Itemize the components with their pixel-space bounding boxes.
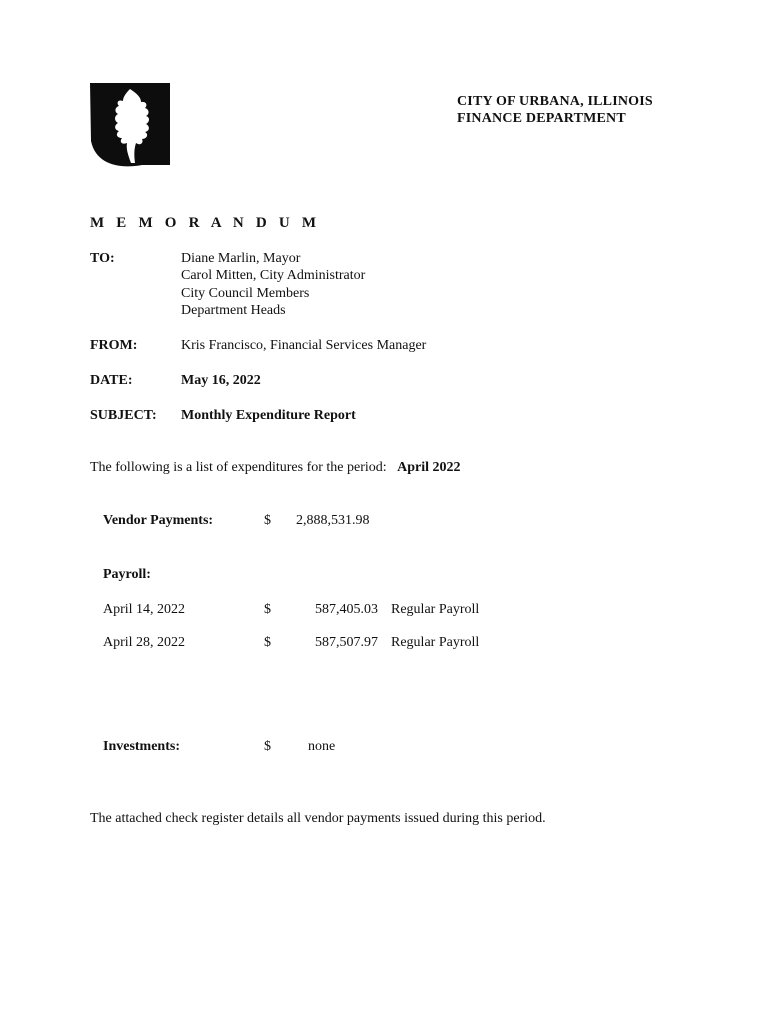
payroll-date: April 14, 2022: [103, 602, 186, 617]
recipient-line: Carol Mitten, City Administrator: [181, 268, 366, 283]
intro-text: [90, 460, 461, 476]
investments-currency: $: [264, 739, 271, 754]
investments-label: Investments:: [103, 739, 180, 754]
investments-value: none: [308, 739, 336, 754]
memo-title: M E M O R A N D U M: [90, 215, 321, 231]
payroll-label: Payroll:: [103, 567, 151, 582]
date-label: DATE:: [90, 373, 133, 388]
subject-label: SUBJECT:: [90, 408, 157, 423]
department-name: FINANCE DEPARTMENT: [457, 111, 626, 126]
vendor-amount: 2,888,531.98: [296, 513, 370, 528]
payroll-type: Regular Payroll: [391, 635, 480, 650]
payroll-amount: 587,405.03: [315, 602, 378, 617]
vendor-payments-label: Vendor Payments:: [103, 513, 214, 528]
vendor-currency: $: [264, 513, 271, 528]
from-value: Kris Francisco, Financial Services Manager: [181, 338, 427, 353]
recipient-line: Diane Marlin, Mayor: [181, 251, 301, 266]
intro-sentence: The following is a list of expenditures for the period:: [90, 460, 387, 475]
period-value: April 2022: [397, 460, 461, 475]
org-name: CITY OF URBANA, ILLINOIS: [457, 94, 653, 109]
recipient-line: City Council Members: [181, 286, 310, 301]
subject-value: Monthly Expenditure Report: [181, 408, 356, 423]
from-label: FROM:: [90, 338, 138, 353]
payroll-currency: $: [264, 602, 271, 617]
payroll-currency: $: [264, 635, 271, 650]
recipient-line: Department Heads: [181, 303, 286, 318]
payroll-date: April 28, 2022: [103, 635, 186, 650]
date-value: May 16, 2022: [181, 373, 261, 388]
closing-text: The attached check register details all vendor payments issued during this period.: [90, 811, 546, 826]
city-leaf-logo: [90, 83, 170, 168]
payroll-type: Regular Payroll: [391, 602, 480, 617]
payroll-amount: 587,507.97: [315, 635, 378, 650]
to-label: TO:: [90, 251, 115, 266]
